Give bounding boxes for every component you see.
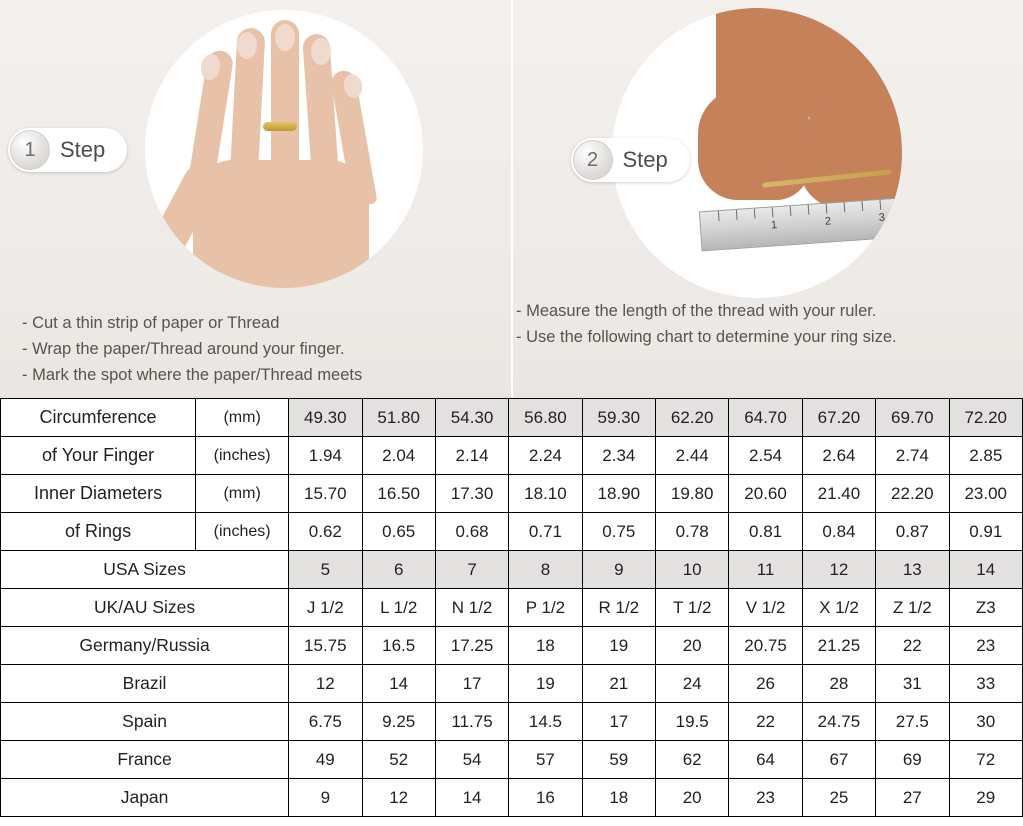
step-2-badge bbox=[571, 138, 690, 182]
cell: 23 bbox=[949, 627, 1023, 665]
table-row bbox=[1, 741, 1023, 779]
cell: 52 bbox=[362, 741, 435, 779]
row-label-spain: Spain bbox=[1, 703, 289, 741]
table-row bbox=[1, 589, 1023, 627]
step-1-instructions bbox=[22, 310, 362, 388]
row-label-inner-diameters-2: of Rings bbox=[1, 513, 196, 551]
cell: 2.04 bbox=[362, 437, 435, 475]
cell: 2.85 bbox=[949, 437, 1023, 475]
cell: 64 bbox=[729, 741, 802, 779]
cell: 49.30 bbox=[289, 399, 362, 437]
row-label-inner-diameters: Inner Diameters bbox=[1, 475, 196, 513]
table-row bbox=[1, 437, 1023, 475]
cell: 22.20 bbox=[876, 475, 949, 513]
cell: 0.78 bbox=[656, 513, 729, 551]
cell: 30 bbox=[949, 703, 1023, 741]
cell: 69 bbox=[876, 741, 949, 779]
cell: 5 bbox=[289, 551, 362, 589]
cell: 2.34 bbox=[582, 437, 655, 475]
step-2-label: Step bbox=[622, 147, 668, 172]
cell: R 1/2 bbox=[582, 589, 655, 627]
cell: 57 bbox=[509, 741, 582, 779]
cell: 21.40 bbox=[802, 475, 875, 513]
cell: 21 bbox=[582, 665, 655, 703]
table-row bbox=[1, 665, 1023, 703]
cell: 17 bbox=[435, 665, 508, 703]
cell: 18 bbox=[509, 627, 582, 665]
cell: 0.62 bbox=[289, 513, 362, 551]
cell: 31 bbox=[876, 665, 949, 703]
cell: 14 bbox=[949, 551, 1023, 589]
cell: 56.80 bbox=[509, 399, 582, 437]
cell: P 1/2 bbox=[509, 589, 582, 627]
step-1-photo bbox=[145, 10, 423, 288]
cell: J 1/2 bbox=[289, 589, 362, 627]
row-label-germany-russia: Germany/Russia bbox=[1, 627, 289, 665]
step-2-instructions bbox=[516, 298, 897, 350]
cell: 9 bbox=[289, 779, 362, 817]
row-label-france: France bbox=[1, 741, 289, 779]
step-1-label: Step bbox=[60, 137, 106, 162]
cell: 27.5 bbox=[876, 703, 949, 741]
cell: 59 bbox=[582, 741, 655, 779]
row-unit-mm-2: (mm) bbox=[196, 475, 289, 513]
cell: 67 bbox=[802, 741, 875, 779]
cell: 12 bbox=[362, 779, 435, 817]
ruler-mark-1: 1 bbox=[770, 219, 778, 232]
cell: 21.25 bbox=[802, 627, 875, 665]
table-row bbox=[1, 513, 1023, 551]
cell: 54.30 bbox=[435, 399, 508, 437]
cell: 62 bbox=[656, 741, 729, 779]
cell: 62.20 bbox=[656, 399, 729, 437]
table-row bbox=[1, 779, 1023, 817]
cell: 23.00 bbox=[949, 475, 1023, 513]
cell: 1.94 bbox=[289, 437, 362, 475]
table-row bbox=[1, 475, 1023, 513]
cell: 14 bbox=[362, 665, 435, 703]
cell: 2.74 bbox=[876, 437, 949, 475]
row-unit-inches-2: (inches) bbox=[196, 513, 289, 551]
cell: 11.75 bbox=[435, 703, 508, 741]
step-2-bullet-2: - Use the following chart to determine your ring size. bbox=[516, 328, 897, 346]
cell: 12 bbox=[289, 665, 362, 703]
cell: 59.30 bbox=[582, 399, 655, 437]
cell: 16.50 bbox=[362, 475, 435, 513]
table-row bbox=[1, 703, 1023, 741]
cell: 18.90 bbox=[582, 475, 655, 513]
cell: 0.81 bbox=[729, 513, 802, 551]
cell: 72 bbox=[949, 741, 1023, 779]
cell: Z3 bbox=[949, 589, 1023, 627]
table-row bbox=[1, 627, 1023, 665]
row-unit-inches: (inches) bbox=[196, 437, 289, 475]
cell: 15.75 bbox=[289, 627, 362, 665]
row-label-circumference-2: of Your Finger bbox=[1, 437, 196, 475]
cell: 0.65 bbox=[362, 513, 435, 551]
cell: 9 bbox=[582, 551, 655, 589]
cell: 69.70 bbox=[876, 399, 949, 437]
row-label-uk-au-sizes: UK/AU Sizes bbox=[1, 589, 289, 627]
step-1-panel bbox=[0, 0, 513, 398]
cell: 22 bbox=[876, 627, 949, 665]
cell: 17 bbox=[582, 703, 655, 741]
cell: 22 bbox=[729, 703, 802, 741]
cell: 0.68 bbox=[435, 513, 508, 551]
cell: 49 bbox=[289, 741, 362, 779]
cell: 33 bbox=[949, 665, 1023, 703]
cell: 9.25 bbox=[362, 703, 435, 741]
cell: 0.75 bbox=[582, 513, 655, 551]
cell: 28 bbox=[802, 665, 875, 703]
cell: 19.5 bbox=[656, 703, 729, 741]
cell: 12 bbox=[802, 551, 875, 589]
cell: 8 bbox=[509, 551, 582, 589]
cell: 2.44 bbox=[656, 437, 729, 475]
cell: 20.75 bbox=[729, 627, 802, 665]
cell: 72.20 bbox=[949, 399, 1023, 437]
ring-band-icon bbox=[263, 122, 297, 131]
cell: 25 bbox=[802, 779, 875, 817]
cell: 20 bbox=[656, 627, 729, 665]
hand-illustration bbox=[145, 10, 423, 288]
cell: 11 bbox=[729, 551, 802, 589]
cell: 10 bbox=[656, 551, 729, 589]
cell: 19 bbox=[582, 627, 655, 665]
row-label-japan: Japan bbox=[1, 779, 289, 817]
cell: 14 bbox=[435, 779, 508, 817]
cell: 29 bbox=[949, 779, 1023, 817]
cell: 27 bbox=[876, 779, 949, 817]
cell: 20 bbox=[656, 779, 729, 817]
cell: 24.75 bbox=[802, 703, 875, 741]
cell: 7 bbox=[435, 551, 508, 589]
cell: N 1/2 bbox=[435, 589, 508, 627]
cell: 6 bbox=[362, 551, 435, 589]
step-2-bullet-1: - Measure the length of the thread with your ruler. bbox=[516, 302, 877, 320]
step-1-bullet-3: - Mark the spot where the paper/Thread meets bbox=[22, 366, 363, 384]
step-1-badge bbox=[8, 128, 127, 172]
cell: 24 bbox=[656, 665, 729, 703]
cell: 16.5 bbox=[362, 627, 435, 665]
cell: 18 bbox=[582, 779, 655, 817]
cell: 0.71 bbox=[509, 513, 582, 551]
table-row bbox=[1, 551, 1023, 589]
cell: 67.20 bbox=[802, 399, 875, 437]
cell: 2.24 bbox=[509, 437, 582, 475]
cell: 13 bbox=[876, 551, 949, 589]
step-2-number: 2 bbox=[573, 140, 613, 180]
cell: 2.64 bbox=[802, 437, 875, 475]
table-row bbox=[1, 399, 1023, 437]
cell: 51.80 bbox=[362, 399, 435, 437]
cell: 0.84 bbox=[802, 513, 875, 551]
cell: 26 bbox=[729, 665, 802, 703]
row-unit-mm: (mm) bbox=[196, 399, 289, 437]
cell: 64.70 bbox=[729, 399, 802, 437]
cell: 0.87 bbox=[876, 513, 949, 551]
instructions-section bbox=[0, 0, 1023, 398]
cell: 19.80 bbox=[656, 475, 729, 513]
cell: 16 bbox=[509, 779, 582, 817]
cell: T 1/2 bbox=[656, 589, 729, 627]
cell: Z 1/2 bbox=[876, 589, 949, 627]
cell: 15.70 bbox=[289, 475, 362, 513]
ruler-mark-2: 2 bbox=[823, 215, 831, 228]
cell: 54 bbox=[435, 741, 508, 779]
row-label-usa-sizes: USA Sizes bbox=[1, 551, 289, 589]
row-label-brazil: Brazil bbox=[1, 665, 289, 703]
cell: L 1/2 bbox=[362, 589, 435, 627]
row-label-circumference: Circumference bbox=[1, 399, 196, 437]
cell: V 1/2 bbox=[729, 589, 802, 627]
step-1-number: 1 bbox=[10, 130, 50, 170]
cell: 17.30 bbox=[435, 475, 508, 513]
ruler-mark-3: 3 bbox=[877, 211, 885, 224]
ruler-icon bbox=[698, 197, 901, 252]
cell: 0.91 bbox=[949, 513, 1023, 551]
cell: 17.25 bbox=[435, 627, 508, 665]
cell: X 1/2 bbox=[802, 589, 875, 627]
cell: 18.10 bbox=[509, 475, 582, 513]
step-1-bullet-2: - Wrap the paper/Thread around your finger. bbox=[22, 340, 345, 358]
step-1-bullet-1: - Cut a thin strip of paper or Thread bbox=[22, 314, 280, 332]
cell: 19 bbox=[509, 665, 582, 703]
cell: 2.54 bbox=[729, 437, 802, 475]
cell: 2.14 bbox=[435, 437, 508, 475]
ring-size-table bbox=[0, 398, 1023, 817]
cell: 6.75 bbox=[289, 703, 362, 741]
cell: 14.5 bbox=[509, 703, 582, 741]
cell: 20.60 bbox=[729, 475, 802, 513]
cell: 23 bbox=[729, 779, 802, 817]
